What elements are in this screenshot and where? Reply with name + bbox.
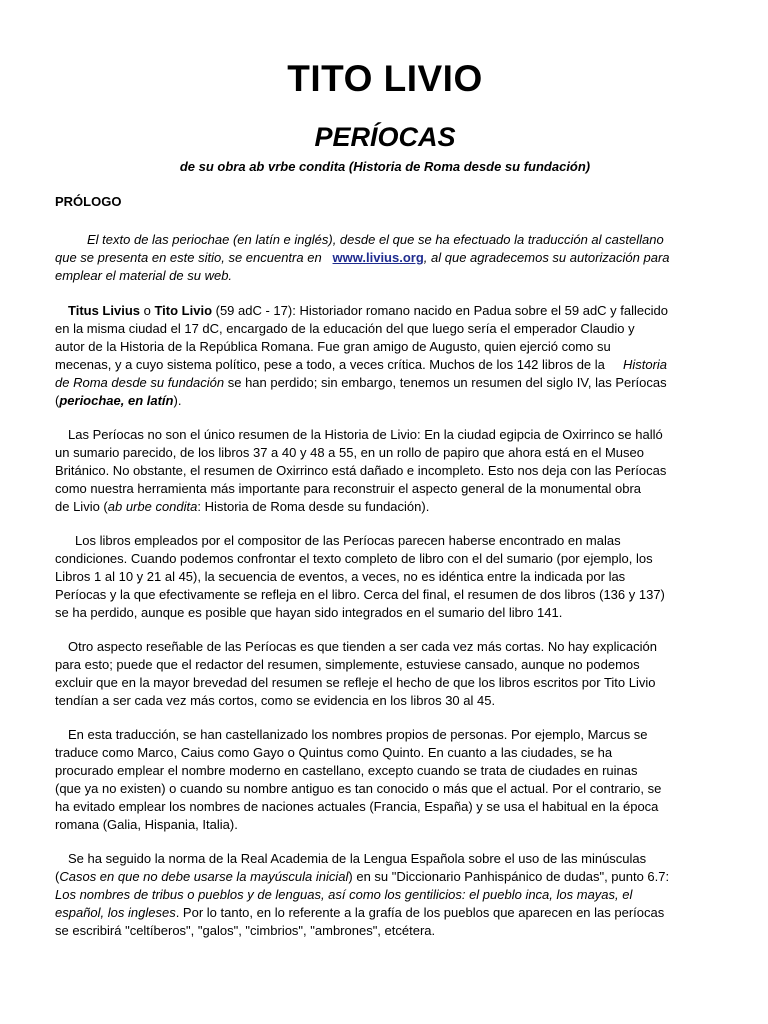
paragraph-names	[55, 726, 715, 834]
text-line: ha evitado emplear los nombres de naciones actuales (Francia, España) y se usa el habitual en la época	[55, 799, 659, 814]
text-line: Los nombres de tribus o pueblos y de lenguas, así como los gentilicios: el pueblo inca, los mayas, el	[55, 887, 633, 902]
livius-link[interactable]: www.livius.org	[332, 250, 424, 265]
text-line: Libros 1 al 10 y 21 al 45), la secuencia de eventos, a veces, no es idéntica entre la indicada por las	[55, 569, 626, 584]
text-line	[55, 249, 715, 267]
text-line: se escribirá "celtíberos", "galos", "cimbrios", "ambrones", etcétera.	[55, 923, 436, 938]
text-run: , al que agradecemos su autorización para	[423, 250, 670, 265]
text-run: que se presenta en este sitio, se encuentra en	[55, 250, 322, 265]
text-line: romana (Galia, Hispania, Italia).	[55, 817, 238, 832]
text-line: se ha perdido, aunque es posible que hayan sido integrados en el sumario del libro 141.	[55, 605, 563, 620]
text-line: excluir que en la mayor brevedad del resumen se refleje el hecho de que los libros escritos por Tito Livio	[55, 675, 656, 690]
text-line: Otro aspecto reseñable de las Períocas es que tienden a ser cada vez más cortas. No hay explicación	[68, 639, 657, 654]
text-line: El texto de las periochae (en latín e inglés), desde el que se ha efectuado la traducción al castellano	[87, 232, 664, 247]
text-line: Períocas y la que efectivamente se refleja en el libro. Cerca del final, el resumen de dos libros (136 y 137)	[55, 587, 665, 602]
text-run: o	[140, 303, 155, 318]
text-run: . Por lo tanto, en lo referente a la grafía de los pueblos que aparecen en las períocas	[175, 905, 665, 920]
text-line: Las Períocas no son el único resumen de la Historia de Livio: En la ciudad egipcia de Oxirrinco se halló	[68, 427, 663, 442]
text-line: autor de la Historia de la República Romana. Fue gran amigo de Augusto, quien ejerció como su	[55, 339, 611, 354]
paragraph-condition	[55, 532, 715, 622]
text-run: : Historia de Roma desde su fundación).	[197, 499, 430, 514]
text-line: (que ya no existen) o cuando su nombre antiguo es tan conocido o más que el actual. Por el contrario, se	[55, 781, 662, 796]
text-line: en la misma ciudad el 17 dC, encargado de la educación del que luego sería el emperador Claudio y	[55, 321, 635, 336]
text-run: (	[55, 869, 60, 884]
text-run: Casos en que no debe usarse la mayúscula inicial	[59, 869, 349, 884]
text-line: un sumario parecido, de los libros 37 a 40 y 48 a 55, en un rollo de papiro que ahora está en el Museo	[55, 445, 644, 460]
paragraph-source	[55, 231, 715, 285]
text-run: ).	[173, 393, 182, 408]
text-line: tendían a ser cada vez más cortos, como se evidencia en los libros 30 al 45.	[55, 693, 496, 708]
text-line	[55, 302, 715, 320]
text-run: (	[55, 393, 60, 408]
paragraph-rae	[55, 850, 715, 940]
text-line: como nuestra herramienta más importante para reconstruir el aspecto general de la monumental obra	[55, 481, 642, 496]
text-line	[55, 868, 715, 886]
prologue-heading: PRÓLOGO	[55, 194, 122, 209]
text-line: condiciones. Cuando podemos confrontar el texto completo de libro con el del sumario (por ejemplo, los	[55, 551, 653, 566]
text-line: procurado emplear el nombre moderno en castellano, excepto cuando se trata de ciudades en ruinas	[55, 763, 638, 778]
text-line	[55, 374, 715, 392]
text-line: para esto; puede que el redactor del resumen, simplemente, estuviese cansado, aunque no podemos	[55, 657, 640, 672]
text-line	[55, 498, 715, 516]
text-run: periochae, en latín	[59, 393, 174, 408]
document-subtitle: PERÍOCAS	[314, 122, 456, 152]
text-run: mecenas, y a cuyo sistema político, pese a todo, a veces crítica. Muchos de los 142 libros de la	[55, 357, 605, 372]
text-run: ab urbe condita	[107, 499, 198, 514]
text-line: En esta traducción, se han castellanizado los nombres propios de personas. Por ejemplo, Marcus se	[68, 727, 648, 742]
text-run: de Livio (	[55, 499, 108, 514]
text-line	[55, 392, 715, 410]
text-run: de Roma desde su fundación	[55, 375, 225, 390]
text-line: Se ha seguido la norma de la Real Academia de la Lengua Española sobre el uso de las minúsculas	[68, 851, 647, 866]
text-run: (59 adC - 17): Historiador romano nacido en Padua sobre el 59 adC y fallecido	[212, 303, 668, 318]
text-run: ) en su "Diccionario Panhispánico de dudas", punto 6.7:	[348, 869, 670, 884]
paragraph-length	[55, 638, 715, 710]
text-line	[55, 904, 715, 922]
text-line: Británico. No obstante, el resumen de Oxirrinco está dañado e incompleto. Esto nos deja con las Períocas	[55, 463, 667, 478]
document-title: TITO LIVIO	[287, 58, 483, 99]
text-run: Tito Livio	[154, 303, 213, 318]
paragraph-biography	[55, 302, 715, 410]
text-line: emplear el material de su web.	[55, 268, 233, 283]
text-run: español, los ingleses	[55, 905, 176, 920]
document-tagline: de su obra ab vrbe condita (Historia de Roma desde su fundación)	[179, 159, 591, 174]
paragraph-oxyrhynchus	[55, 426, 715, 516]
text-run: Historia	[622, 357, 668, 372]
text-line: Los libros empleados por el compositor de las Períocas parecen haberse encontrado en malas	[75, 533, 621, 548]
text-run: Titus Livius	[68, 303, 140, 318]
text-line: traduce como Marco, Caius como Gayo o Quintus como Quinto. En cuanto a las ciudades, se ha	[55, 745, 613, 760]
text-line	[55, 356, 715, 374]
text-run: se han perdido; sin embargo, tenemos un resumen del siglo IV, las Períocas	[224, 375, 667, 390]
